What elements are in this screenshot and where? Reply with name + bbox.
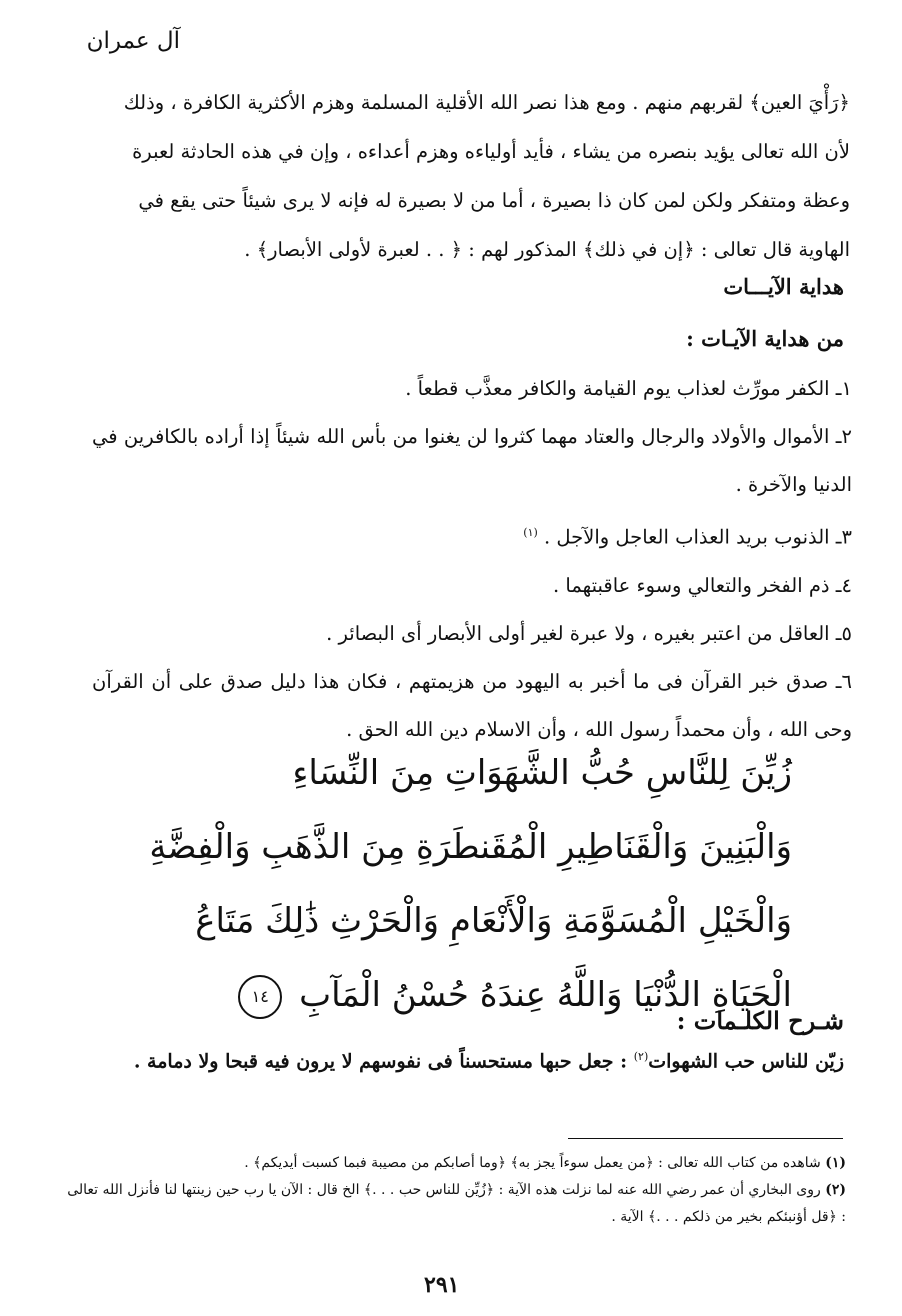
- intro-line: لأن الله تعالى يؤيد بنصره من يشاء ، فأيد أولياءه وهزم أعداءه ، وإن في هذه الحادثة لعبرة: [132, 140, 850, 163]
- footnote-text: روى البخاري أن عمر رضي الله عنه لما نزلت هذه الآية : ﴿زُيِّن للناس حب . . .﴾ الخ قال : الآن يا رب حين زينتها لنا فأنزل الله تعالى : ﴿قل أؤنبئكم بخير من ذلكم . . .﴾ الآية .: [67, 1182, 846, 1225]
- footnote: [60, 1177, 846, 1231]
- intro-paragraph: [92, 78, 850, 274]
- running-header: آل عمران: [86, 28, 180, 54]
- list-item: ٦ـ صدق خبر القرآن فى ما أخبر به اليهود من هزيمتهم ، فكان هذا دليل صدق على أن القرآن وحى الله ، وأن محمداً رسول الله ، وأن الاسلام دين الله الحق .: [92, 669, 852, 741]
- list-item-text: ٣ـ الذنوب بريد العذاب العاجل والآجل .: [544, 525, 852, 549]
- hidaya-subheading: من هداية الآيـات :: [686, 326, 844, 351]
- hidaya-heading: هداية الآيـــات: [723, 274, 844, 299]
- list-item: [92, 509, 852, 562]
- sharh-heading: شـرح الكلـمات :: [676, 1006, 844, 1035]
- verse-line: وَالْبَنِينَ وَالْقَنَاطِيرِ الْمُقَنطَرَةِ مِنَ الذَّهَبِ وَالْفِضَّةِ: [149, 827, 792, 867]
- footnotes: [60, 1150, 846, 1231]
- hidaya-list: [92, 365, 852, 754]
- intro-line: ﴿رَأْيَ العين﴾ لقربهم منهم . ومع هذا نصر الله الأقلية المسلمة وهزم الأكثرية الكافرة ، وذلك: [123, 91, 850, 114]
- footnote-divider: [568, 1138, 843, 1139]
- sharh-definition: : جعل حبها مستحسناً فى نفوسهم لا يرون فيه قبحا ولا دمامة .: [133, 1050, 628, 1073]
- footnote-marker: (١): [523, 526, 538, 539]
- sharh-term: زيّن للناس حب الشهوات: [648, 1050, 844, 1073]
- ayah-number-medallion: ١٤: [238, 975, 282, 1019]
- intro-line: وعظة ومتفكر ولكن لمن كان ذا بصيرة ، أما من لا بصيرة له فإنه لا يرى شيئاً حتى يقع في: [138, 189, 850, 212]
- verse-text: الْحَيَاةِ الدُّنْيَا وَاللَّهُ عِندَهُ حُسْنُ الْمَآبِ: [299, 975, 792, 1015]
- footnote-marker: (٢): [633, 1050, 649, 1063]
- verse-line: وَالْخَيْلِ الْمُسَوَّمَةِ وَالْأَنْعَامِ وَالْحَرْثِ ذَٰلِكَ مَتَاعُ: [195, 901, 792, 941]
- list-item: ٢ـ الأموال والأولاد والرجال والعتاد مهما كثروا لن يغنوا من بأس الله شيئاً إذا أراده بالكافرين في الدنيا والآخرة .: [92, 425, 852, 496]
- page-number: ٢٩١: [424, 1272, 460, 1298]
- footnote: [60, 1150, 846, 1177]
- verse-line: زُيِّنَ لِلنَّاسِ حُبُّ الشَّهَوَاتِ مِنَ النِّسَاءِ: [292, 753, 792, 793]
- footnote-number: (١): [825, 1155, 846, 1171]
- sharh-entry: [84, 1050, 844, 1072]
- list-item: ٤ـ ذم الفخر والتعالي وسوء عاقبتهما .: [553, 573, 852, 597]
- intro-line: الهاوية قال تعالى : ﴿إن في ذلك﴾ المذكور لهم : ﴿ . . لعبرة لأولى الأبصار﴾ .: [244, 238, 850, 261]
- quran-verse-block: [84, 736, 792, 1032]
- footnote-text: شاهده من كتاب الله تعالى : ﴿من يعمل سوءاً يجز به﴾ ﴿وما أصابكم من مصيبة فبما كسبت أيديكم﴾ .: [244, 1155, 821, 1171]
- list-item: ١ـ الكفر مورِّث لعذاب يوم القيامة والكافر معذَّب قطعاً .: [405, 377, 852, 400]
- list-item: ٥ـ العاقل من اعتبر بغيره ، ولا عبرة لغير أولى الأبصار أى البصائر .: [326, 621, 852, 645]
- footnote-number: (٢): [825, 1182, 846, 1198]
